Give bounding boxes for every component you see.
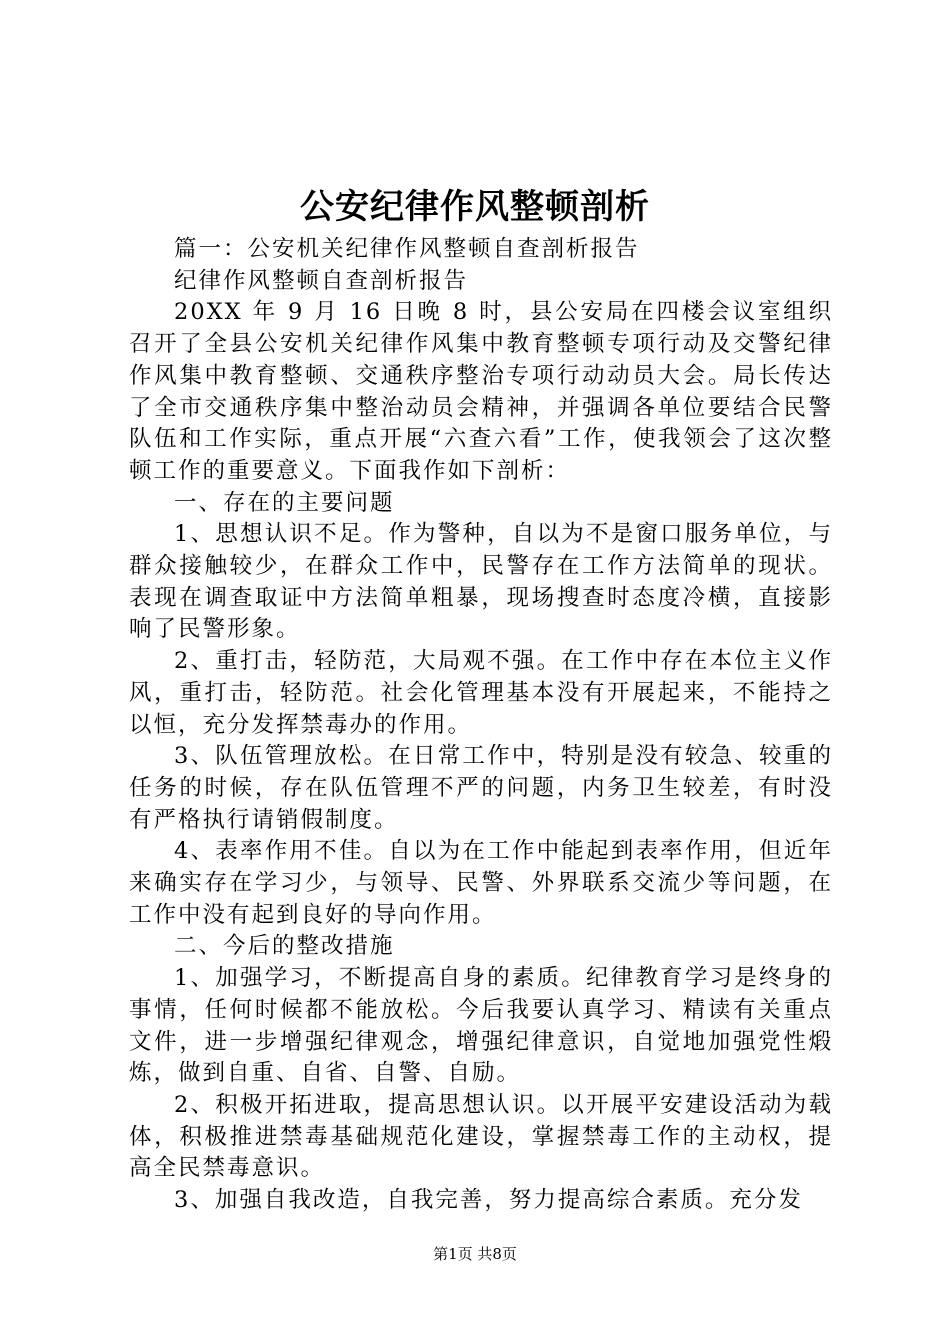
paragraph-subtitle-2: 纪律作风整顿自查剖析报告 <box>174 267 469 294</box>
paragraph-intro: 20XX 年 9 月 16 日晚 8 时，县公安局在四楼会议室组织召开了全县公安机关纪律作风集中教育整顿专项行动及交警纪律作风集中教育整顿、交通秩序整治专项行动动员大会。局长传达了全市交通秩序集中整治动员会精神，并强调各单位要结合民警队伍和工作实际，重点开展“六查六看”工作，使我领会了这次整顿工作的重要意义。下面我作如下剖析： <box>129 299 833 484</box>
page-footer: 第1页 共8页 <box>433 1245 517 1263</box>
paragraph-measure-3: 3、加强自我改造，自我完善，努力提高综合素质。充分发 <box>174 1187 803 1214</box>
paragraph-problem-2: 2、重打击，轻防范，大局观不强。在工作中存在本位主义作风，重打击，轻防范。社会化管理基本没有开展起来，不能持之以恒，充分发挥禁毒办的作用。 <box>129 648 833 738</box>
paragraph-measure-2: 2、积极开拓进取，提高思想认识。以开展平安建设活动为载体，积极推进禁毒基础规范化建设，掌握禁毒工作的主动权，提高全民禁毒意识。 <box>129 1091 833 1182</box>
paragraph-problem-4: 4、表率作用不佳。自以为在工作中能起到表率作用，但近年来确实存在学习少，与领导、民警、外界联系交流少等问题，在工作中没有起到良好的导向作用。 <box>129 838 833 928</box>
paragraph-subtitle-1: 篇一：公安机关纪律作风整顿自查剖析报告 <box>174 236 640 262</box>
paragraph-problem-3: 3、队伍管理放松。在日常工作中，特别是没有较急、较重的任务的时候，存在队伍管理不严的问题，内务卫生较差，有时没有严格执行请销假制度。 <box>129 743 833 833</box>
section-heading-problems: 一、存在的主要问题 <box>174 489 395 516</box>
document-title: 公安纪律作风整顿剖析 <box>300 187 650 227</box>
document-body <box>129 234 833 1217</box>
section-heading-measures: 二、今后的整改措施 <box>174 933 395 960</box>
paragraph-problem-1: 1、思想认识不足。作为警种，自以为不是窗口服务单位，与群众接触较少，在群众工作中，民警存在工作方法简单的现状。表现在调查取证中方法简单粗暴，现场搜查时态度冷横，直接影响了民警形象。 <box>129 521 833 643</box>
paragraph-measure-1: 1、加强学习，不断提高自身的素质。纪律教育学习是终身的事情，任何时候都不能放松。今后我要认真学习、精读有关重点文件，进一步增强纪律观念，增强纪律意识，自觉地加强党性煅炼，做到自重、自省、自警、自励。 <box>129 965 833 1087</box>
